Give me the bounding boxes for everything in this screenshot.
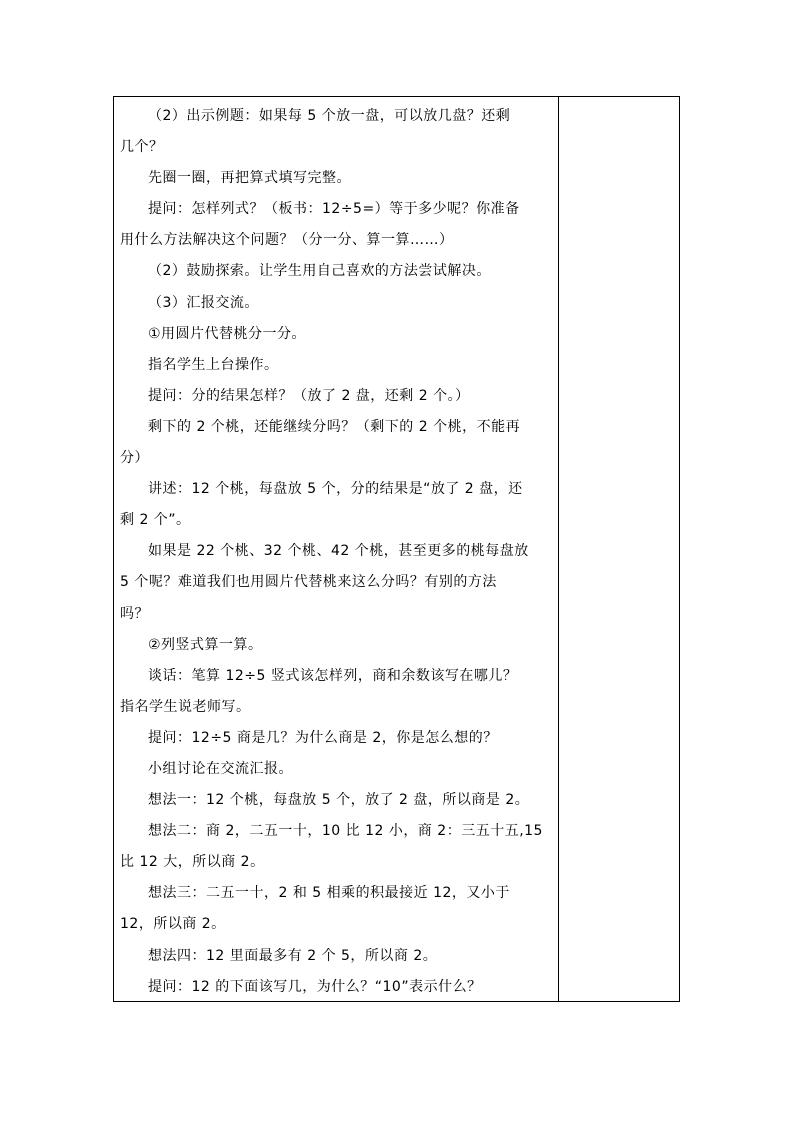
text-line: ①用圆片代替桃分一分。 [148, 325, 307, 342]
text-line: 想法一：12 个桃，每盘放 5 个，放了 2 盘，所以商是 2。 [148, 792, 530, 809]
text-line: 用什么方法解决这个问题？（分一分、算一算……） [120, 232, 454, 249]
text-line: 想法四：12 里面最多有 2 个 5，所以商 2。 [148, 947, 438, 964]
text-line: 分） [120, 450, 149, 467]
text-line: 谈话：笔算 12÷5 竖式该怎样列，商和余数该写在哪儿？ [148, 667, 518, 684]
text-line: （3）汇报交流。 [148, 294, 259, 311]
text-line: 小组讨论在交流汇报。 [148, 760, 293, 777]
text-line: 指名学生说老师写。 [120, 698, 251, 715]
text-line: 提问：12÷5 商是几？为什么商是 2，你是怎么想的？ [148, 729, 498, 746]
text-line: 如果是 22 个桃、32 个桃、42 个桃，甚至更多的桃每盘放 [148, 543, 529, 560]
text-line: 提问：怎样列式？（板书：12÷5=）等于多少呢？你准备 [148, 201, 520, 218]
text-line: 讲述：12 个桃，每盘放 5 个，分的结果是“放了 2 盘，还 [148, 481, 523, 498]
text-line: 想法二：商 2，二五一十，10 比 12 小，商 2：三五十五,15 [148, 823, 543, 840]
text-line: （2）鼓励探索。让学生用自己喜欢的方法尝试解决。 [148, 263, 491, 280]
text-line: 提问：分的结果怎样？（放了 2 盘，还剩 2 个。） [148, 387, 470, 404]
text-line: ②列竖式算一算。 [148, 636, 263, 653]
text-line: 剩下的 2 个桃，还能继续分吗？（剩下的 2 个桃，不能再 [148, 418, 521, 435]
lesson-table [113, 96, 680, 1002]
text-line: 先圈一圈，再把算式填写完整。 [148, 170, 351, 187]
text-line: 比 12 大，所以商 2。 [120, 854, 265, 871]
text-line: 吗？ [120, 605, 149, 622]
text-line: 剩 2 个”。 [120, 512, 191, 529]
text-line: 想法三：二五一十，2 和 5 相乘的积最接近 12，又小于 [148, 885, 510, 902]
text-line: 12，所以商 2。 [120, 916, 226, 933]
text-line: 5 个呢？难道我们也用圆片代替桃来这么分吗？有别的方法 [120, 574, 497, 591]
text-line: 几个？ [120, 139, 164, 156]
notes-cell [559, 97, 679, 1001]
text-line: 提问：12 的下面该写几，为什么？“10”表示什么？ [148, 978, 482, 995]
text-line: （2）出示例题：如果每 5 个放一盘，可以放几盘？还剩 [148, 108, 511, 124]
lesson-content-cell [114, 97, 558, 1001]
text-line: 指名学生上台操作。 [148, 356, 279, 373]
